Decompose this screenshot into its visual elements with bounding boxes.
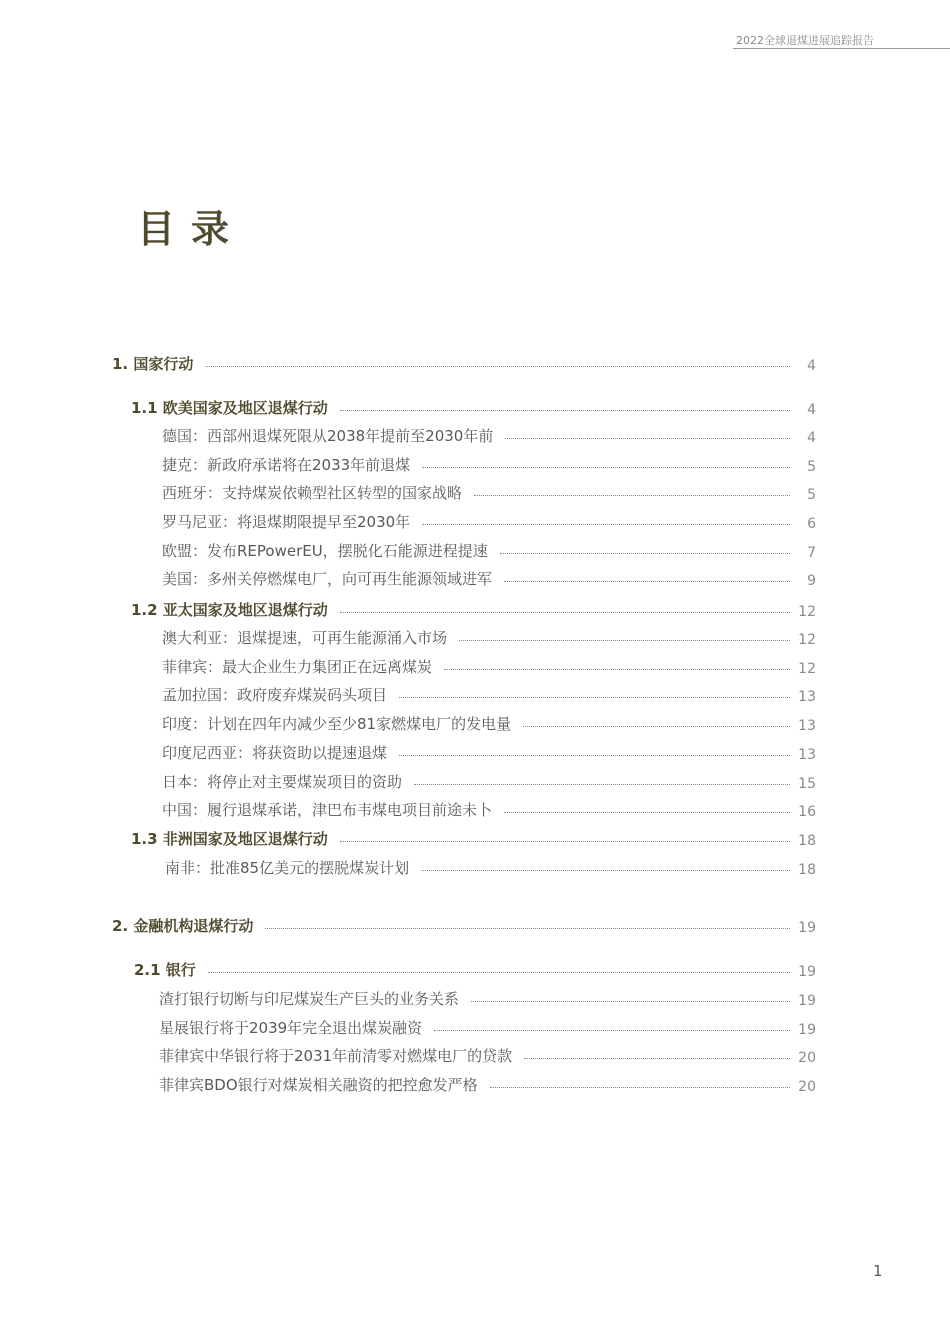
toc-entry[interactable] <box>159 1042 816 1066</box>
toc-leader-dots <box>500 553 790 554</box>
toc-entry[interactable] <box>159 985 816 1009</box>
toc-entry[interactable] <box>162 422 816 446</box>
toc-leader-dots <box>474 495 790 496</box>
toc-entry[interactable] <box>162 768 816 792</box>
toc-entry[interactable] <box>131 394 816 418</box>
toc-entry-label: 印度：计划在四年内减少至少81家燃煤电厂的发电量 <box>162 715 512 733</box>
page-title: 目录 <box>137 207 246 251</box>
toc-entry-page: 4 <box>807 358 816 374</box>
toc-leader-dots <box>421 870 790 871</box>
toc-leader-dots <box>265 928 790 929</box>
toc-entry-page: 16 <box>798 804 816 820</box>
toc-leader-dots <box>471 1001 790 1002</box>
toc-entry-label: 1. 国家行动 <box>112 355 194 373</box>
toc-leader-dots <box>208 972 790 973</box>
toc-leader-dots <box>399 755 790 756</box>
toc-entry-page: 18 <box>798 833 816 849</box>
toc-entry-label: 美国：多州关停燃煤电厂，向可再生能源领域进军 <box>162 570 493 588</box>
toc-entry[interactable] <box>162 451 816 475</box>
toc-entry-label: 菲律宾中华银行将于2031年前清零对燃煤电厂的贷款 <box>159 1047 513 1065</box>
toc-entry-label: 星展银行将于2039年完全退出煤炭融资 <box>159 1019 423 1037</box>
toc-leader-dots <box>414 784 790 785</box>
toc-leader-dots <box>504 581 790 582</box>
toc-entry[interactable] <box>134 956 816 980</box>
toc-entry[interactable] <box>162 653 816 677</box>
toc-entry-page: 4 <box>807 402 816 418</box>
toc-leader-dots <box>340 410 790 411</box>
toc-entry-label: 中国：履行退煤承诺，津巴布韦煤电项目前途未卜 <box>162 801 493 819</box>
toc-entry-label: 印度尼西亚：将获资助以提速退煤 <box>162 744 388 762</box>
toc-entry-label: 2. 金融机构退煤行动 <box>112 917 254 935</box>
toc-entry-page: 12 <box>798 604 816 620</box>
toc-entry[interactable] <box>162 739 816 763</box>
toc-entry[interactable] <box>162 681 816 705</box>
toc-entry-label: 1.3 非洲国家及地区退煤行动 <box>131 830 328 848</box>
toc-entry-label: 南非：批准85亿美元的摆脱煤炭计划 <box>165 859 410 877</box>
toc-entry-label: 西班牙：支持煤炭依赖型社区转型的国家战略 <box>162 484 463 502</box>
header-title: 2022全球退煤进展追踪报告 <box>736 34 874 47</box>
toc-leader-dots <box>523 726 790 727</box>
toc-entry-page: 12 <box>798 661 816 677</box>
toc-entry[interactable] <box>159 1014 816 1038</box>
toc-entry-page: 4 <box>807 430 816 446</box>
toc-leader-dots <box>205 366 790 367</box>
toc-entry-page: 5 <box>807 487 816 503</box>
toc-entry-page: 9 <box>807 573 816 589</box>
toc-entry-page: 5 <box>807 459 816 475</box>
toc-entry-page: 19 <box>798 964 816 980</box>
toc-leader-dots <box>524 1058 790 1059</box>
toc-leader-dots <box>504 812 790 813</box>
toc-entry[interactable] <box>162 624 816 648</box>
toc-entry-page: 18 <box>798 862 816 878</box>
toc-leader-dots <box>340 841 790 842</box>
toc-entry-label: 孟加拉国：政府废弃煤炭码头项目 <box>162 686 388 704</box>
toc-entry-label: 1.1 欧美国家及地区退煤行动 <box>131 399 328 417</box>
toc-entry-label: 捷克：新政府承诺将在2033年前退煤 <box>162 456 411 474</box>
toc-entry-label: 1.2 亚太国家及地区退煤行动 <box>131 601 328 619</box>
toc-entry-label: 菲律宾：最大企业生力集团正在远离煤炭 <box>162 658 433 676</box>
toc-entry-label: 渣打银行切断与印尼煤炭生产巨头的业务关系 <box>159 990 460 1008</box>
toc-leader-dots <box>422 467 790 468</box>
toc-entry[interactable] <box>165 854 816 878</box>
toc-entry-page: 20 <box>798 1079 816 1095</box>
toc-leader-dots <box>459 640 790 641</box>
toc-entry[interactable] <box>162 796 816 820</box>
toc-leader-dots <box>505 438 790 439</box>
toc-entry-page: 19 <box>798 993 816 1009</box>
toc-entry-page: 19 <box>798 920 816 936</box>
toc-entry-page: 13 <box>798 718 816 734</box>
toc-entry-page: 12 <box>798 632 816 648</box>
toc-entry[interactable] <box>159 1071 816 1095</box>
toc-entry-label: 罗马尼亚：将退煤期限提早至2030年 <box>162 513 411 531</box>
toc-entry-label: 2.1 银行 <box>134 961 196 979</box>
toc-entry-label: 德国：西部州退煤死限从2038年提前至2030年前 <box>162 427 494 445</box>
toc-entry-label: 日本：将停止对主要煤炭项目的资助 <box>162 773 403 791</box>
toc-entry[interactable] <box>162 479 816 503</box>
toc-leader-dots <box>490 1087 790 1088</box>
toc-entry-page: 13 <box>798 689 816 705</box>
toc-entry-label: 澳大利亚：退煤提速，可再生能源涌入市场 <box>162 629 448 647</box>
toc-entry-page: 20 <box>798 1050 816 1066</box>
toc-entry-page: 15 <box>798 776 816 792</box>
toc-leader-dots <box>434 1030 790 1031</box>
toc-entry[interactable] <box>131 596 816 620</box>
toc-leader-dots <box>422 524 790 525</box>
toc-entry[interactable] <box>112 350 816 374</box>
header-rule <box>733 48 950 49</box>
toc-entry[interactable] <box>162 710 816 734</box>
toc-leader-dots <box>399 697 790 698</box>
toc-entry-label: 欧盟：发布REPowerEU，摆脱化石能源进程提速 <box>162 542 488 560</box>
toc-entry-page: 19 <box>798 1022 816 1038</box>
toc-entry-page: 7 <box>807 545 816 561</box>
toc-leader-dots <box>340 612 790 613</box>
toc-entry[interactable] <box>112 912 816 936</box>
toc-entry-label: 菲律宾BDO银行对煤炭相关融资的把控愈发严格 <box>159 1076 478 1094</box>
toc-entry-page: 6 <box>807 516 816 532</box>
toc-entry[interactable] <box>162 537 816 561</box>
page-number: 1 <box>873 1262 883 1280</box>
toc-entry[interactable] <box>131 825 816 849</box>
toc-leader-dots <box>444 669 790 670</box>
toc-entry[interactable] <box>162 565 816 589</box>
toc-entry[interactable] <box>162 508 816 532</box>
toc-entry-page: 13 <box>798 747 816 763</box>
